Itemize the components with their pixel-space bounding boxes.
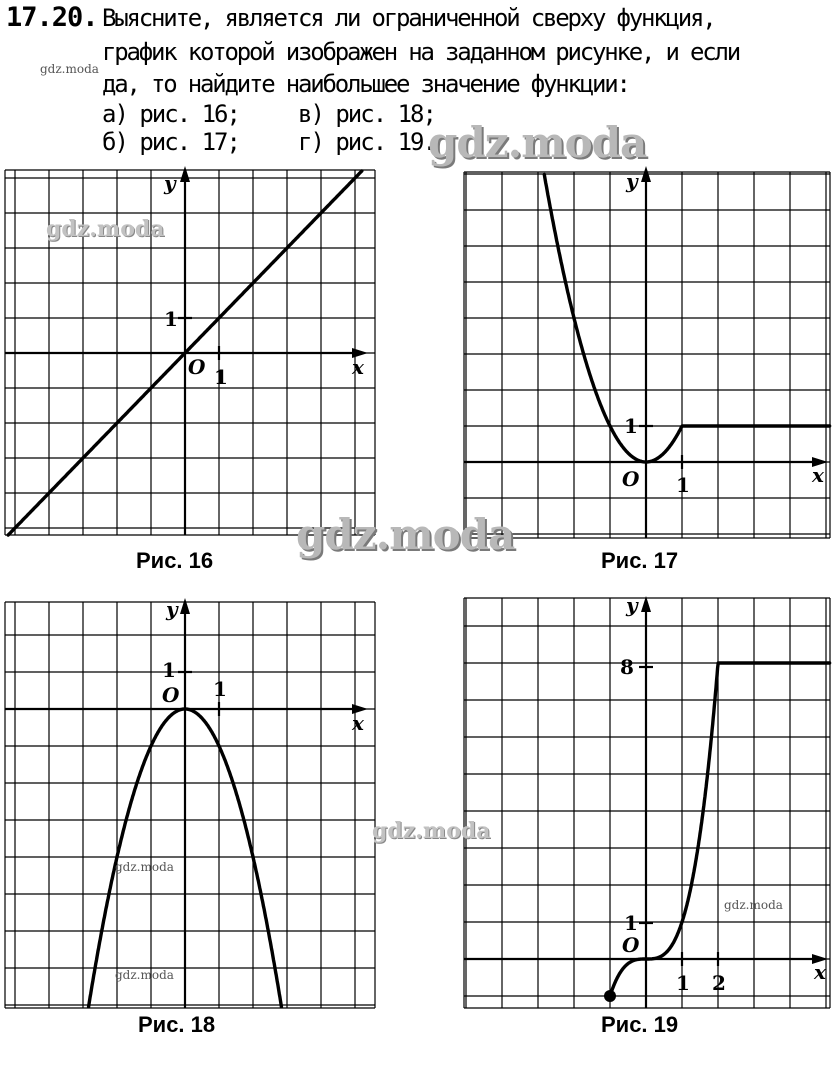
watermark: gdz.moda <box>428 118 647 167</box>
grid <box>5 602 375 1008</box>
figure-17-graph <box>460 160 838 550</box>
figure-19-caption: Рис. 19 <box>601 1012 679 1037</box>
x-axis-label: x <box>352 711 364 735</box>
problem-number: 17.20. <box>6 2 98 33</box>
figure-19-graph <box>460 590 838 1010</box>
x-tick-label: 1 <box>676 971 690 995</box>
x-axis-label: x <box>352 355 364 379</box>
option-g: г) рис. 19. <box>298 128 435 156</box>
y-tick-label: 8 <box>620 655 634 679</box>
y-axis-label: y <box>626 169 638 193</box>
option-b: б) рис. 17; <box>102 128 239 156</box>
figure-18-caption: Рис. 18 <box>138 1012 216 1037</box>
origin-label: O <box>622 933 640 957</box>
problem-line-3: да, то найдите наибольшее значение функции: <box>102 70 629 98</box>
y-tick-label: 1 <box>164 307 178 331</box>
watermark: gdz.moda <box>296 510 515 559</box>
watermark: gdz.moda <box>115 968 174 982</box>
option-a: а) рис. 16; <box>102 100 239 128</box>
x-tick-label: 2 <box>712 971 726 995</box>
y-axis-label: y <box>626 593 638 617</box>
watermark: gdz.moda <box>724 898 783 912</box>
origin-label: O <box>188 355 206 379</box>
x-axis-label: x <box>812 463 824 487</box>
watermark: gdz.moda <box>40 62 99 76</box>
origin-label: O <box>162 683 180 707</box>
x-tick-label: 1 <box>213 677 227 701</box>
option-v: в) рис. 18; <box>298 100 435 128</box>
closed-endpoint <box>604 990 616 1002</box>
y-tick-label: 1 <box>162 658 176 682</box>
x-tick-label: 1 <box>214 365 228 389</box>
figure-18-graph <box>0 590 380 1010</box>
watermark: gdz.moda <box>372 818 491 844</box>
x-tick-label: 1 <box>676 473 690 497</box>
origin-label: O <box>622 467 640 491</box>
problem-statement <box>0 0 838 160</box>
y-tick-label: 1 <box>624 911 638 935</box>
watermark: gdz.moda <box>115 860 174 874</box>
problem-line-1: Выясните, является ли ограниченной сверху функция, <box>102 4 715 32</box>
y-tick-label: 1 <box>624 414 638 438</box>
function-graph <box>610 663 830 996</box>
y-axis-label: y <box>166 597 178 621</box>
figure-16-caption: Рис. 16 <box>136 548 214 573</box>
problem-line-2: график которой изображен на заданном рисунке, и если <box>102 38 739 66</box>
y-axis-arrow <box>180 598 190 614</box>
y-axis-label: y <box>164 171 176 195</box>
figure-17-caption: Рис. 17 <box>601 548 679 573</box>
x-axis-label: x <box>814 960 826 984</box>
y-axis-arrow <box>180 166 190 182</box>
watermark: gdz.moda <box>46 216 165 242</box>
